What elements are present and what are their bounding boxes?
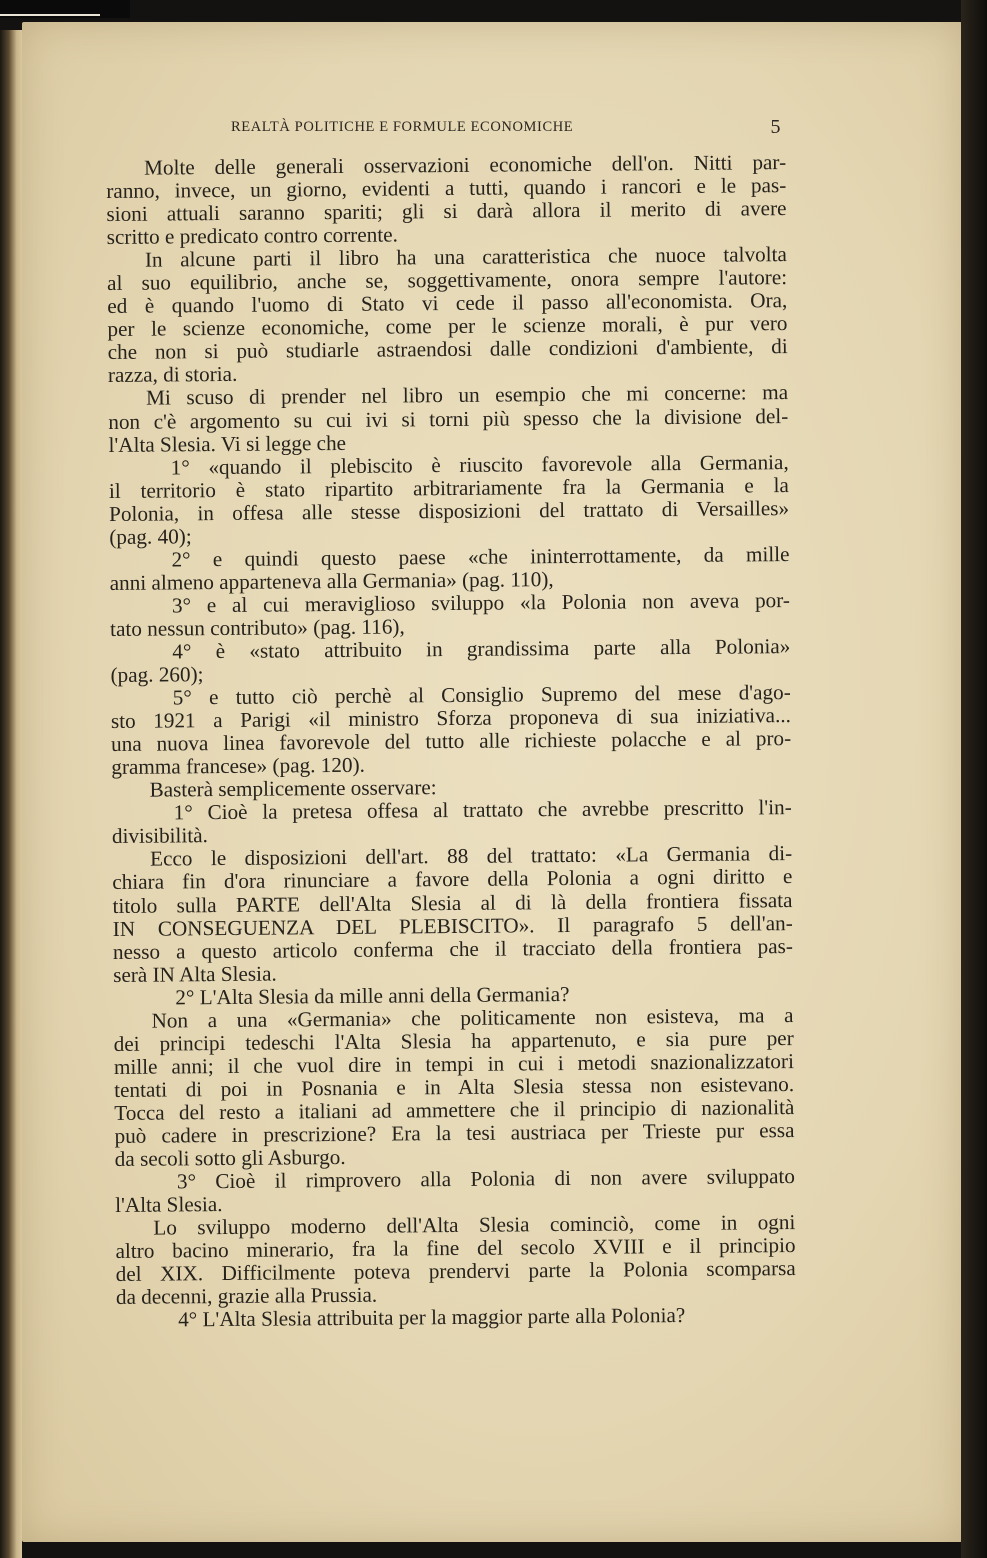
text-line: da secoli sotto gli Asburgo. (114, 1144, 346, 1171)
text-line: scritto e predicato contro corrente. (106, 222, 398, 250)
text-line: ranno, invece, un giorno, evidenti a tutti, quando i rancori e le pas- (106, 173, 787, 204)
text-line: razza, di storia. (107, 362, 238, 388)
text-line: da decenni, grazie alla Prussia. (115, 1282, 378, 1310)
text-line: IN CONSEGUENZA DEL PLEBISCITO». Il paragrafo 5 dell'an- (112, 910, 793, 941)
running-title: REALTÀ POLITICHE E FORMULE ECONOMICHE (231, 119, 574, 135)
text-line: l'Alta Slesia. Vi si legge che (108, 430, 347, 457)
scan-top-bar (0, 0, 130, 18)
text-line: Molte delle generali osservazioni economiche dell'on. Nitti par- (143, 150, 787, 180)
text-line: che non si può studiarle astraendosi dalle condizioni d'ambiente, di (107, 334, 788, 365)
text-line: l'Alta Slesia. (115, 1192, 223, 1218)
text-line: 2° e quindi questo paese «che ininterrottamente, da mille (171, 541, 790, 572)
text-line: anni almeno apparteneva alla Germania» (pag. 110), (109, 566, 554, 595)
text-line: gramma francese» (pag. 120). (111, 752, 365, 780)
text-line: mille anni; il che vuol dire in tempi in cui i metodi snazionalizzatori (113, 1048, 795, 1079)
text-line: In alcune parti il libro ha una caratteristica che nuoce talvolta (144, 242, 787, 272)
text-line: 2° L'Alta Slesia da mille anni della Germania? (175, 981, 570, 1010)
text-line: sto 1921 a Parigi «il ministro Sforza proponeva di sua iniziativa... (110, 703, 792, 734)
text-line: 3° Cioè il rimprovero alla Polonia di non avere sviluppato (176, 1164, 796, 1194)
text-line: chiara fin d'ora rinunciare a favore della Polonia a ogni diritto e (112, 864, 793, 895)
text-line: dei principi tedeschi l'Alta Slesia ha appartenuto, e sia pure per (113, 1025, 794, 1056)
text-line: Lo sviluppo moderno dell'Alta Slesia cominciò, come in ogni (153, 1210, 796, 1240)
text-line: non c'è argomento su cui ivi si torni più spesso che la divisione del- (108, 403, 789, 434)
text-line: per le scienze economiche, come per le scienze morali, è pur vero (107, 311, 788, 342)
text-line: 4° L'Alta Slesia attribuita per la maggior parte alla Polonia? (178, 1303, 686, 1332)
text-line: tato nessun contributo» (pag. 116), (110, 614, 405, 641)
running-head (231, 116, 781, 143)
text-line: tentati di poi in Posnania e in Alta Slesia stessa non esistevano. (114, 1071, 795, 1102)
text-line: 3° e al cui meraviglioso sviluppo «la Polonia non aveva por- (171, 587, 790, 618)
text-line: 5° e tutto ciò perchè al Consiglio Supremo del mese d'ago- (172, 680, 791, 710)
text-line: sioni attuali saranno spariti; gli si darà allora il merito di avere (106, 196, 787, 227)
text-line: titolo sulla PARTE dell'Alta Slesia al di là della frontiera fissata (112, 887, 793, 918)
page-number: 5 (770, 116, 781, 138)
text-line: (pag. 40); (109, 524, 192, 549)
body-text (106, 151, 796, 1332)
text-line: 1° Cioè la pretesa offesa al trattato che avrebbe prescritto l'in- (173, 795, 792, 825)
text-line: Tocca del resto a italiani ad ammettere che il principio di nazionalità (114, 1094, 795, 1125)
text-line: divisibilità. (111, 823, 208, 849)
text-line: il territorio è stato ripartito arbitrariamente fra la Germania e la (108, 472, 789, 503)
text-line: Non a una «Germania» che politicamente non esisteva, ma a (151, 1002, 794, 1033)
text-line: al suo equilibrio, anche se, soggettivamente, onora sempre l'autore: (106, 265, 788, 296)
text-line: ed è quando l'uomo di Stato vi cede il passo all'economista. Ora, (107, 288, 788, 319)
text-line: serà IN Alta Slesia. (113, 961, 277, 987)
scan-top-stripe (0, 14, 100, 16)
text-line: (pag. 260); (110, 662, 204, 688)
text-line: del XIX. Difficilmente poteva prendervi parte la Polonia scomparsa (115, 1256, 796, 1287)
text-line: 1° «quando il plebiscito è riuscito favorevole alla Germania, (170, 449, 789, 480)
text-line: Mi scuso di prender nel libro un esempio che mi concerne: ma (146, 380, 789, 411)
text-line: una nuova linea favorevole del tutto alle richieste polacche e al pro- (111, 726, 792, 757)
scan-right-margin (961, 0, 987, 1558)
text-line: Ecco le disposizioni dell'art. 88 del trattato: «La Germania di- (150, 841, 793, 872)
text-line: nesso a questo articolo conferma che il tracciato della frontiera pas- (112, 933, 794, 964)
text-line: può cadere in prescrizione? Era la tesi austriaca per Trieste pur essa (114, 1117, 795, 1148)
text-line: altro bacino minerario, fra la fine del secolo XVIII e il principio (115, 1233, 796, 1264)
text-line: 4° è «stato attribuito in grandissima parte alla Polonia» (172, 634, 791, 664)
text-line: Basterà semplicemente osservare: (149, 775, 437, 802)
text-line: Polonia, in offesa alle stesse disposizioni del trattato di Versailles» (109, 495, 790, 526)
book-spine-edge (0, 30, 22, 1558)
